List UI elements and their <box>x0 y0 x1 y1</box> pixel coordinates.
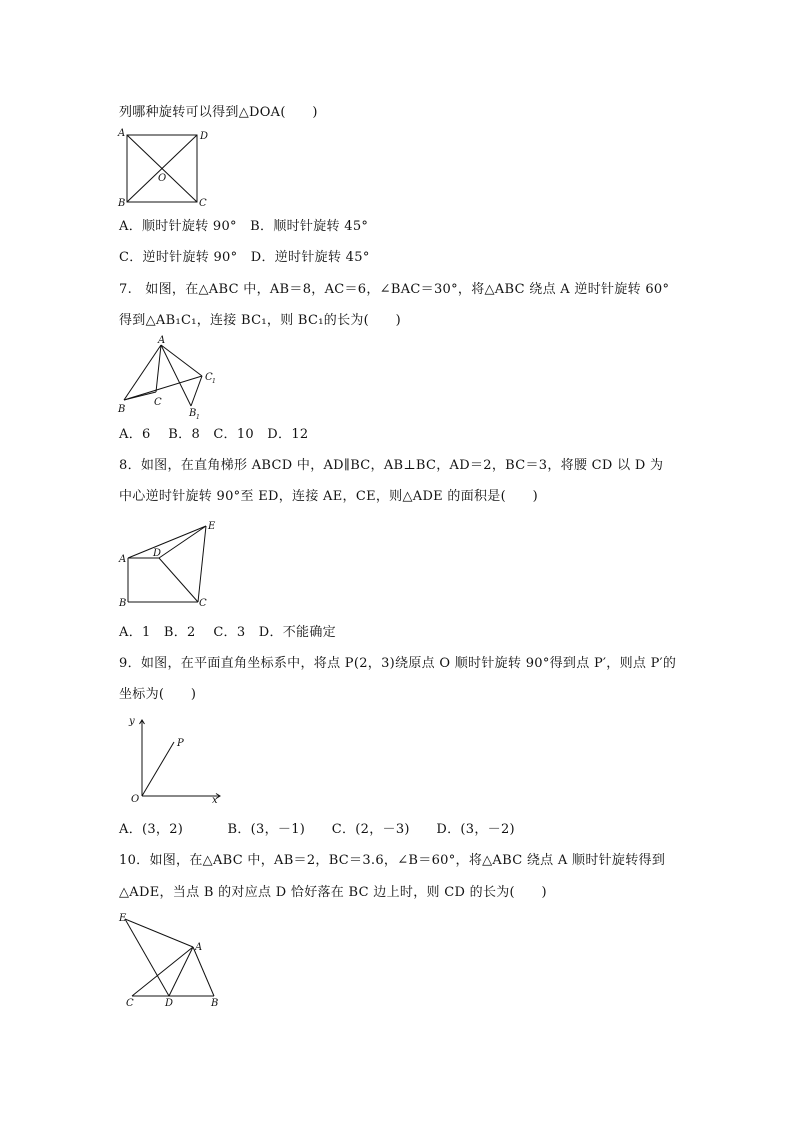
q7-label-A: A <box>158 335 166 346</box>
q6-label-O: O <box>158 173 167 184</box>
q6-options-1: A．顺时针旋转 90° B．顺时针旋转 45° <box>119 219 369 234</box>
q10-label-B: B <box>211 998 219 1009</box>
q7-label-B: B <box>118 404 126 415</box>
q9-stem-1: 9．如图，在平面直角坐标系中，将点 P(2，3)绕原点 O 顺时针旋转 90°得到点 P′，则点 P′的 <box>119 656 677 671</box>
q6-square-figure <box>112 126 222 208</box>
q8-label-E: E <box>208 521 216 532</box>
q6-options-2: C．逆时针旋转 90° D．逆时针旋转 45° <box>119 250 370 265</box>
q7-label-B1-sub: 1 <box>196 414 200 421</box>
q8-label-C: C <box>199 598 207 609</box>
q10-label-A: A <box>195 942 203 953</box>
q8-label-A: A <box>119 554 127 565</box>
q10-label-D: D <box>165 998 174 1009</box>
q7-stem-1: 7. 如图，在△ABC 中，AB＝8，AC＝6，∠BAC＝30°，将△ABC 绕点 A 逆时针旋转 60° <box>119 282 670 297</box>
q9-label-P: P <box>177 738 184 749</box>
q10-stem-1: 10．如图，在△ABC 中，AB＝2，BC＝3.6，∠B＝60°，将△ABC 绕点 A 顺时针旋转得到 <box>119 853 666 868</box>
q10-stem-2: △ADE，当点 B 的对应点 D 恰好落在 BC 边上时，则 CD 的长为( ) <box>119 885 547 900</box>
q6-stem: 列哪种旋转可以得到△DOA( ) <box>119 105 318 120</box>
q8-stem-2: 中心逆时针旋转 90°至 ED，连接 AE，CE，则△ADE 的面积是( ) <box>119 489 538 504</box>
q8-stem-1: 8．如图，在直角梯形 ABCD 中，AD∥BC，AB⊥BC，AD＝2，BC＝3，将腰 CD 以 D 为 <box>119 458 664 473</box>
q9-label-O: O <box>131 794 140 805</box>
q6-label-C: C <box>199 198 207 208</box>
q10-label-C: C <box>126 998 134 1009</box>
q6-label-B: B <box>118 198 126 208</box>
q7-triangle-figure <box>112 332 232 422</box>
q9-label-x: x <box>212 795 218 806</box>
q7-label-C: C <box>154 397 162 408</box>
q7-label-C1: C <box>205 372 213 383</box>
q8-trapezoid-figure <box>112 514 232 614</box>
q8-options: A．1 B．2 C．3 D．不能确定 <box>119 625 336 640</box>
q9-coordinate-figure <box>112 710 232 810</box>
q8-label-B: B <box>119 598 127 609</box>
q7-options: A．6 B．8 C．10 D．12 <box>119 427 309 442</box>
q9-stem-2: 坐标为( ) <box>119 687 197 702</box>
q9-label-y: y <box>129 716 135 727</box>
q10-triangle-figure <box>112 908 232 1010</box>
q8-label-D: D <box>153 548 162 559</box>
q7-stem-2: 得到△AB₁C₁，连接 BC₁，则 BC₁的长为( ) <box>119 313 402 328</box>
q6-label-D: D <box>200 131 209 142</box>
q6-label-A: A <box>118 128 126 139</box>
q9-options: A．(3，2) B．(3，－1) C．(2，－3) D．(3，－2) <box>119 822 515 837</box>
q10-label-E: E <box>119 913 127 924</box>
q7-label-B1: B <box>189 408 197 419</box>
q7-label-C1-sub: 1 <box>212 378 216 385</box>
